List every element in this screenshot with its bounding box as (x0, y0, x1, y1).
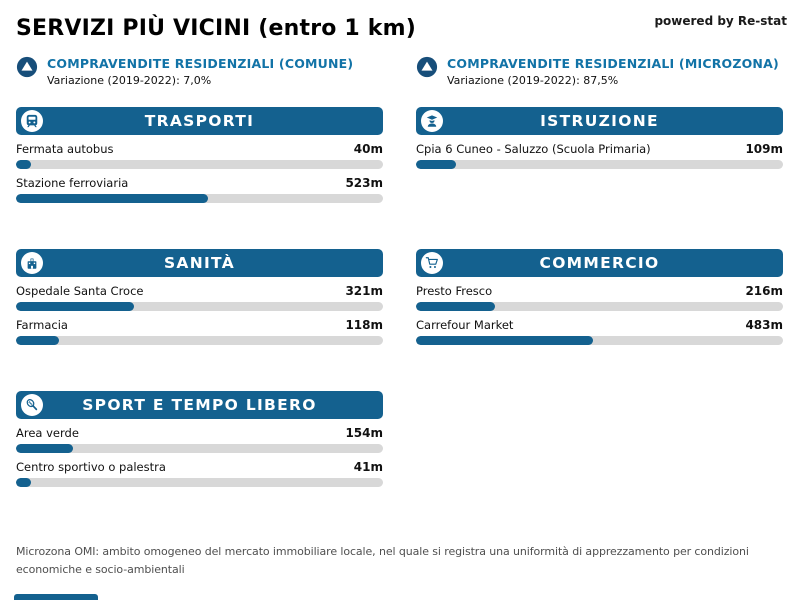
section-sport (16, 391, 383, 487)
section-istruzione (416, 107, 783, 169)
distance-bar-track (16, 194, 383, 203)
service-item (16, 460, 383, 487)
distance-bar-fill (16, 336, 59, 345)
service-item (16, 426, 383, 453)
distance-bar-fill (416, 160, 456, 169)
service-distance: 523m (345, 176, 383, 190)
distance-bar-fill (416, 302, 495, 311)
tennis-racket-icon (21, 394, 43, 416)
trend-up-triangle-icon (16, 56, 38, 78)
section-title: SANITÀ (163, 254, 236, 272)
service-label: Presto Fresco (416, 284, 493, 298)
section-title: ISTRUZIONE (540, 112, 659, 130)
section-trasporti (16, 107, 383, 203)
service-item (416, 284, 783, 311)
distance-bar-track (416, 160, 783, 169)
service-label: Centro sportivo o palestra (16, 460, 166, 474)
distance-bar-track (16, 160, 383, 169)
stat-compravendite-comune (16, 56, 383, 87)
distance-bar-track (16, 336, 383, 345)
service-item (16, 142, 383, 169)
stat-title: COMPRAVENDITE RESIDENZIALI (MICROZONA) (447, 56, 779, 71)
trend-up-triangle-icon (416, 56, 438, 78)
service-distance: 40m (353, 142, 383, 156)
section-header (16, 249, 383, 277)
distance-bar-fill (16, 160, 31, 169)
service-item (16, 284, 383, 311)
service-label: Carrefour Market (416, 318, 514, 332)
service-item (16, 318, 383, 345)
section-commercio (416, 249, 783, 345)
stat-subtitle: Variazione (2019-2022): 87,5% (447, 74, 619, 87)
distance-bar-fill (16, 478, 31, 487)
service-item (416, 318, 783, 345)
distance-bar-fill (416, 336, 593, 345)
stat-subtitle: Variazione (2019-2022): 7,0% (47, 74, 212, 87)
service-label: Farmacia (16, 318, 68, 332)
distance-bar-fill (16, 444, 73, 453)
distance-bar-track (16, 478, 383, 487)
service-distance: 41m (353, 460, 383, 474)
distance-bar-fill (16, 194, 208, 203)
section-title: SPORT E TEMPO LIBERO (82, 396, 317, 414)
shopping-cart-icon (421, 252, 443, 274)
service-label: Ospedale Santa Croce (16, 284, 144, 298)
microzona-disclaimer: Microzona OMI: ambito omogeneo del mercato immobiliare locale, nel quale si registra una uniformità di apprezzamento per condizioni economiche e socio-ambientali (16, 545, 749, 576)
service-label: Cpia 6 Cuneo - Saluzzo (Scuola Primaria) (416, 142, 651, 156)
section-header (16, 107, 383, 135)
train-icon (21, 110, 43, 132)
section-title: TRASPORTI (144, 112, 255, 130)
graduate-icon (421, 110, 443, 132)
stats-row (16, 56, 784, 87)
service-distance: 483m (745, 318, 783, 332)
stat-title: COMPRAVENDITE RESIDENZIALI (COMUNE) (47, 56, 354, 71)
service-distance: 154m (345, 426, 383, 440)
service-item (16, 176, 383, 203)
cropped-section-bar (14, 594, 98, 600)
service-label: Area verde (16, 426, 79, 440)
service-distance: 321m (345, 284, 383, 298)
sections-grid (16, 107, 784, 487)
section-header (16, 391, 383, 419)
distance-bar-track (16, 444, 383, 453)
distance-bar-track (416, 336, 783, 345)
service-distance: 118m (345, 318, 383, 332)
section-title: COMMERCIO (539, 254, 660, 272)
powered-by-label: powered by Re-stat (654, 14, 787, 28)
section-sanita (16, 249, 383, 345)
service-distance: 109m (745, 142, 783, 156)
stat-compravendite-microzona (416, 56, 783, 87)
service-label: Stazione ferroviaria (16, 176, 129, 190)
hospital-icon (21, 252, 43, 274)
section-header (416, 107, 783, 135)
distance-bar-track (416, 302, 783, 311)
distance-bar-track (16, 302, 383, 311)
section-header (416, 249, 783, 277)
service-distance: 216m (745, 284, 783, 298)
page-title: SERVIZI PIÙ VICINI (entro 1 km) (16, 16, 417, 41)
distance-bar-fill (16, 302, 134, 311)
service-label: Fermata autobus (16, 142, 114, 156)
service-item (416, 142, 783, 169)
